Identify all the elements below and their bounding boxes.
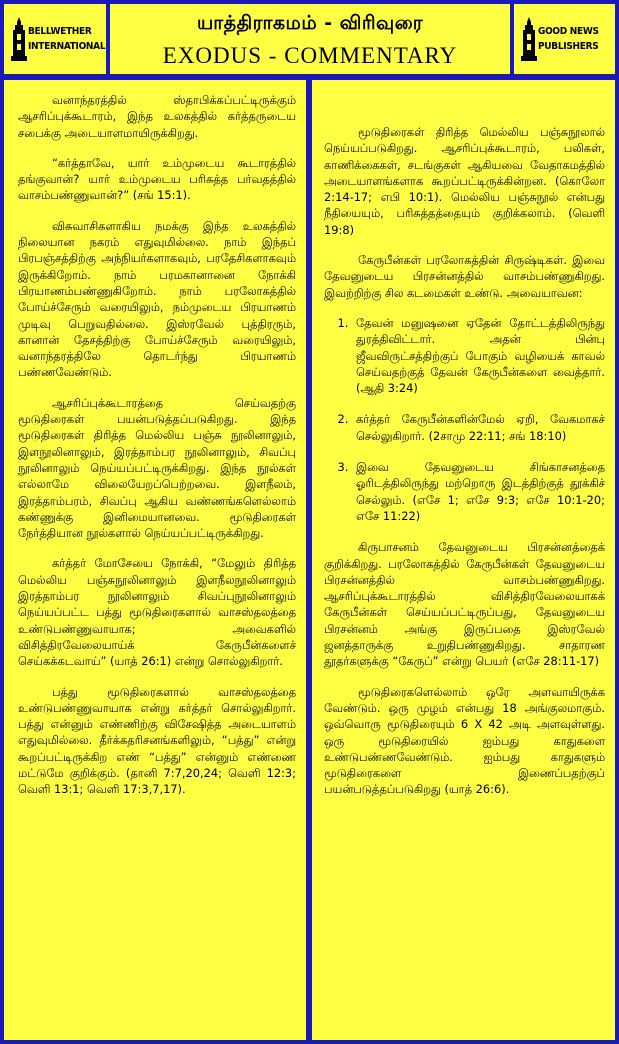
right-column [312, 80, 615, 1040]
header-right-box [514, 4, 615, 74]
bellwether-logo [10, 16, 106, 66]
left-column [4, 80, 306, 1040]
paragraph: விசுவாசிகளாகிய நமக்கு இந்த உலகத்தில் நிலையான நகரம் எதுவுமில்லை. நாம் இந்தப் பிரபஞ்சத்திற்கு அந்நியர்களாகவும், பரதேசிகளாகவும் இருக்கிறோம். நாம் பரமகானானை நோக்கி பிரயாணம்பண்ணுகிறோம். நாம் பரலோகத்தில் போய்ச்சேரும் வரையிலும், நம்முடைய பிரயாணம் முடிவு பெறுவதில்லை. இஸ்ரவேல் புத்திரரும், கானான் தேசத்திற்கு போய்ச்சேரும் வரையிலும், வனாந்தரத்திலே தொடர்ந்து பிரயாணம் பண்ணவேண்டும். [18, 218, 296, 380]
left-logo-line1: BELLWETHER [28, 26, 92, 37]
list-item: 1. தேவன் மனுஷனை ஏதேன் தோட்டத்திலிருந்து துரத்திவிட்டார். அதன் பின்பு ஜீவவிருட்சத்திற்குப் போகும் வழியைக் காவல் செய்வதற்குத் தேவன் கேருபீன்களை வைத்தார். (ஆதி 3:24) [352, 315, 605, 396]
bell-tower-icon [520, 16, 538, 62]
paragraph: கர்த்தர் மோசேயை நோக்கி, “மேலும் திரித்த மெல்லிய பஞ்சுநூலினாலும் இளநீலநூலினாலும் இரத்தாம்பர நூலினாலும் சிவப்புநூலினாலும் நெய்யப்பட்ட பத்து மூடுதிரைகளால் வாசஸ்தலத்தை உண்டுபண்ணுவாயாக; அவைகளில் விசித்திரவேலையாய்க் கேருபீன்களைச் செய்கக்கடவாய்” (யாத் 26:1) என்று சொல்லுகிறார். [18, 556, 296, 669]
header-title-box [110, 4, 510, 74]
paragraph: மூடுதிரைகள் திரித்த மெல்லிய பஞ்சுநூலால் நெய்யப்படுகிறது. ஆசரிப்புக்கூடாரம், பலிகள், காணிக்கைகள், சடங்குகள் ஆகியவை வேதாகமத்தில் அடையாளங்களாக கூறப்பட்டிருக்கின்றன. (கொலோ 2:14-17; எபி 10:1). மெல்லிய பஞ்சுநூல் என்பது நீதியையும், பரிசுத்தத்தையும் குறிக்கலாம். (வெளி 19:8) [324, 125, 605, 237]
good-news-logo [520, 16, 610, 66]
header-left-box [4, 4, 106, 74]
bell-tower-icon [10, 16, 28, 62]
paragraph: மூடுதிரைகளெல்லாம் ஒரே அளவாயிருக்க வேண்டும். ஒரு முழம் என்பது 18 அங்குலமாகும். ஒவ்வொரு மூடுதிரையும் 6 X 42 அடி அளவுள்ளது. ஒரு மூடுதிரையில் ஐம்பது காதுகளை உண்டுபண்ணவேண்டும். ஐம்பது காதுகளும் மூடுதிரைகளை இணைப்பதற்குப் பயன்படுத்தப்படுகிறது (யாத் 26:6). [324, 684, 605, 797]
right-logo-line1: GOOD NEWS [538, 26, 599, 37]
list-item: 3. இவை தேவனுடைய சிங்காசனத்தை ஓரிடத்திலிருந்து மற்றொரு இடத்திற்குத் தூக்கிச் செல்லும். (எசே 1; எசே 9:3; எசே 10:1-20; எசே 11:22) [352, 459, 605, 524]
paragraph: வனாந்தரத்தில் ஸ்தாபிக்கப்பட்டிருக்கும் ஆசரிப்புக்கூடாரம், இந்த உலகத்தில் கர்த்தருடைய சபைக்கு அடையாளமாயிருக்கிறது. [18, 93, 296, 140]
duties-list [324, 315, 605, 524]
paragraph: ஆசரிப்புக்கூடாரத்தை செய்வதற்கு மூடுதிரைகள் பயன்படுத்தப்படுகிறது. இந்த மூடுதிரைகள் திரித்த மெல்லிய பஞ்சு நூலினாலும், இளநூலினாலும், இரத்தாம்பர நூலினாலும், சிவப்பு நூலினாலும் நெய்யப்பட்டிருக்கிறது. இந்த நூல்கள் எல்லாமே விலையேறப்பெற்றவை. இளநீலம், இரத்தாம்பரம், சிவப்பு ஆகிய வண்ணங்களெல்லாம் கண்ணுக்கு இனிமையானவை. மூடுதிரைகள் நேர்த்தியான நூல்களால் நெய்யப்பட்டிருக்கிறது. [18, 395, 296, 541]
paragraph: “கர்த்தாவே, யார் உம்முடைய கூடாரத்தில் தங்குவான்? யார் உம்முடைய பரிசுத்த பர்வதத்தில் வாசம்பண்ணுவான்?” (சங் 15:1). [18, 155, 296, 203]
list-item: 2. கர்த்தர் கேருபீன்களின்மேல் ஏறி, வேகமாகச் செல்லுகிறார். (2சாமு 22:11; சங் 18:10) [352, 411, 605, 444]
right-logo-line2: PUBLISHERS [538, 41, 599, 52]
paragraph: கேருபீன்கள் பரலோகத்தின் சிருஷ்டிகள். இவை தேவனுடைய பிரசன்னத்தில் வாசம்பண்ணுகிறது. இவற்றிற்கு சில கடமைகள் உண்டு. அவையாவன: [324, 253, 605, 300]
left-logo-line2: INTERNATIONAL [28, 41, 106, 52]
paragraph: பத்து மூடுதிரைகளால் வாசஸ்தலத்தை உண்டுபண்ணுவாயாக என்று கர்த்தர் சொல்லுகிறார். பத்து என்னும் எண்ணிற்கு விசேஷித்த அடையாளம் எதுவுமில்லை. தீர்க்கதரிசனங்களிலும், “பத்து” என்று கூறப்பட்டிருக்கிற எண் “பத்து” என்னும் எண்ணை மட்டுமே குறிக்கும். (தானி 7:7,20,24; வெளி 12:3; வெளி 13:1; வெளி 17:3,7,17). [18, 684, 296, 797]
title-tamil: யாத்திராகமம் - விரிவுரை [196, 12, 424, 34]
paragraph: கிருபாசனம் தேவனுடைய பிரசன்னத்தைக் குறிக்கிறது. பரலோகத்தில் கேருபீன்கள் தேவனுடைய பிரசன்னத்தில் வாசம்பண்ணுகிறது. ஆசரிப்புக்கூடாரத்தில் விசித்திரவேலையாகக் கேருபீன்கள் செய்யப்பட்டிருப்பது, தேவனுடைய பிரசன்னம் அங்கு இருப்பதை இஸ்ரவேல் ஜனத்தாருக்கு உறுதிபண்ணுகிறது. சாதாரண தூதர்களுக்கு “கேருப்” என்று பெயர் (எசே 28:11-17) [324, 540, 605, 669]
title-english: EXODUS - COMMENTARY [162, 43, 458, 68]
